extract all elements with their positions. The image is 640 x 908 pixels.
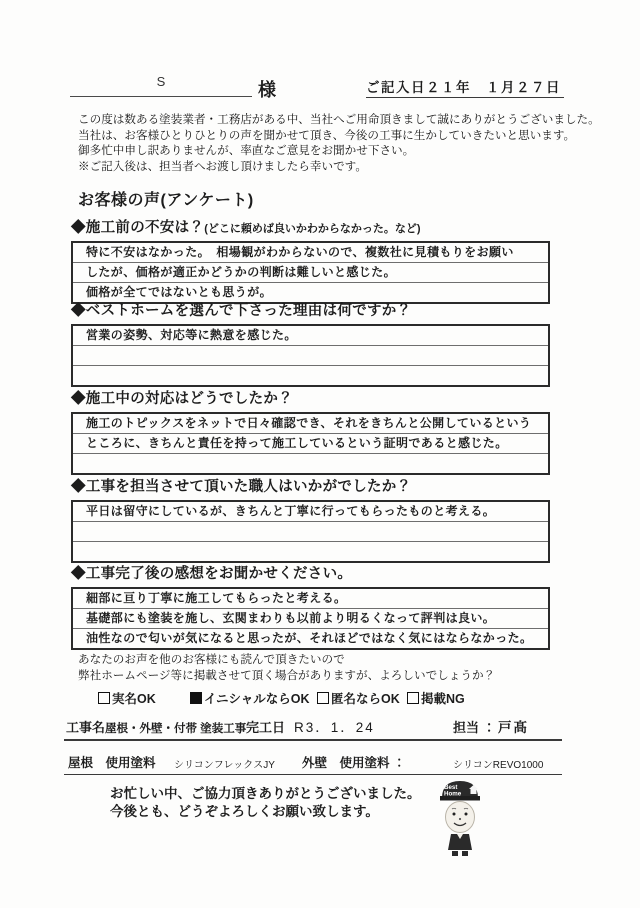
checkbox-realname-icon bbox=[98, 692, 110, 704]
house-icon-body bbox=[471, 789, 477, 794]
answer-box-4 bbox=[71, 500, 550, 563]
staff-name: 戸髙 bbox=[498, 720, 529, 735]
intro-line-2: 当社は、お客様ひとりひとりの声を聞かせて頂き、今後の工事に生かしていきたいと思います。 bbox=[78, 128, 576, 142]
consent-label: 実名OK bbox=[112, 692, 156, 706]
question-1-text: ◆施工前の不安は？ bbox=[71, 220, 205, 236]
answer-row: 営業の姿勢、対応等に熱意を感じた。 bbox=[86, 328, 297, 342]
intro-line-4: ※ご記入後は、担当者へお渡し頂けましたら幸いです。 bbox=[78, 159, 367, 173]
survey-title: お客様の声(アンケート) bbox=[78, 192, 254, 209]
checkbox-ng-icon bbox=[407, 692, 419, 704]
question-3-heading bbox=[71, 387, 550, 408]
publish-note bbox=[78, 652, 495, 683]
consent-option-realname bbox=[98, 689, 156, 707]
answer-row: 基礎部にも塗装を施し、玄関まわりも以前より明るくなって評判は良い。 bbox=[73, 608, 548, 628]
thanks-line-2: 今後とも、どうぞよろしくお願い致します。 bbox=[110, 804, 379, 819]
staff-label: 担当 ： bbox=[453, 720, 496, 735]
answer-box-3 bbox=[71, 412, 550, 475]
answer-box-5 bbox=[71, 587, 550, 650]
question-2-heading bbox=[71, 299, 550, 320]
question-block-4 bbox=[71, 475, 550, 563]
completion-date-value: R3．1．24 bbox=[294, 720, 375, 735]
fill-date: ご記入日２１年 １月２７日 bbox=[366, 76, 564, 98]
answer-row: 平日は留守にしているが、きちんと丁寧に行ってもらったものと考える。 bbox=[86, 504, 496, 518]
logo-text-line-2: Home bbox=[444, 790, 462, 798]
question-4-text: ◆工事を担当させて頂いた職人はいかがでしたか？ bbox=[71, 479, 412, 495]
completion-date-label: 完工日 bbox=[246, 720, 286, 735]
publish-note-line-1: あなたのお声を他のお客様にも読んで頂きたいので bbox=[78, 653, 345, 666]
consent-option-ng bbox=[407, 689, 465, 707]
mascot-face bbox=[446, 802, 475, 833]
intro-paragraph bbox=[78, 112, 600, 174]
consent-label: 匿名ならOK bbox=[331, 692, 400, 706]
answer-row bbox=[73, 365, 548, 385]
question-1-heading bbox=[71, 216, 550, 237]
answer-row: 油性なので匂いが気になると思ったが、それほどではなく気にはならなかった。 bbox=[73, 628, 548, 648]
question-3-text: ◆施工中の対応はどうでしたか？ bbox=[71, 391, 293, 407]
logo-text-line-1: Best bbox=[444, 784, 458, 791]
intro-line-1: この度は数ある塗装業者・工務店がある中、当社へご用命頂きまして誠にありがとうございました。 bbox=[78, 113, 600, 126]
question-4-heading bbox=[71, 475, 550, 496]
checkbox-anonymous-icon bbox=[317, 692, 329, 704]
answer-row: したが、価格が適正かどうかの判断は難しいと感じた。 bbox=[73, 262, 548, 282]
intro-line-3: 御多忙中申し訳ありませんが、率直なご意見をお聞かせ下さい。 bbox=[78, 144, 415, 158]
checkbox-initial-icon bbox=[190, 692, 202, 704]
question-1-note: (どこに頼めば良いかわからなかった。など) bbox=[204, 223, 421, 235]
mascot-foot-right bbox=[462, 851, 468, 856]
mascot-eye-right bbox=[465, 813, 468, 816]
mascot-eye-left bbox=[453, 813, 456, 816]
question-5-heading bbox=[71, 562, 550, 583]
thanks-message bbox=[110, 785, 421, 821]
roof-paint-value: シリコンフレックスJY bbox=[174, 760, 275, 771]
answer-box-1 bbox=[71, 241, 550, 304]
customer-initial: S bbox=[156, 74, 166, 89]
answer-row: ところに、きちんと責任を持って施工しているという証明であると感じた。 bbox=[73, 433, 548, 453]
mascot-foot-left bbox=[452, 851, 458, 856]
roof-paint-label: 屋根 使用塗料 bbox=[68, 756, 156, 770]
question-block-3 bbox=[71, 387, 550, 475]
customer-name-line bbox=[70, 74, 252, 97]
consent-option-anonymous bbox=[317, 689, 400, 707]
answer-row bbox=[73, 521, 548, 541]
thanks-line-1: お忙しい中、ご協力頂きありがとうございました。 bbox=[110, 786, 421, 801]
answer-box-2 bbox=[71, 324, 550, 387]
question-2-text: ◆ベストホームを選んで下さった理由は何ですか？ bbox=[71, 303, 412, 319]
wall-paint-value: シリコンREVO1000 bbox=[453, 760, 544, 771]
answer-row bbox=[73, 453, 548, 473]
work-name-value: 屋根・外壁・付帯 塗装工事 bbox=[105, 723, 247, 735]
answer-row bbox=[73, 541, 548, 561]
paint-info-line bbox=[64, 750, 562, 775]
work-name-label: 工事名： bbox=[66, 720, 119, 735]
consent-option-initial bbox=[190, 689, 310, 707]
best-home-mascot-logo bbox=[436, 778, 484, 860]
consent-label: 掲載NG bbox=[421, 692, 465, 706]
answer-row bbox=[73, 345, 548, 365]
mascot-nose bbox=[459, 818, 461, 820]
consent-label: イニシャルならOK bbox=[204, 692, 310, 706]
answer-row: 価格が全てではないとも思うが。 bbox=[73, 282, 548, 302]
publish-note-line-2: 弊社ホームページ等に掲載させて頂く場合がありますが、よろしいでしょうか？ bbox=[78, 668, 496, 682]
question-block-2 bbox=[71, 299, 550, 387]
question-block-5 bbox=[71, 562, 550, 650]
question-5-text: ◆工事完了後の感想をお聞かせください。 bbox=[71, 566, 353, 582]
work-info-line bbox=[64, 714, 562, 741]
answer-row: 施工のトピックスをネットで日々確認でき、それをきちんと公開しているという bbox=[86, 416, 532, 430]
wall-paint-label: 外壁 使用塗料 ： bbox=[302, 756, 406, 770]
honorific-label: 様 bbox=[258, 80, 276, 100]
consent-options bbox=[0, 689, 640, 707]
answer-row: 細部に亘り丁寧に施工してもらったと考える。 bbox=[86, 591, 347, 605]
question-block-1 bbox=[71, 216, 550, 304]
answer-row: 特に不安はなかった。 相場観がわからないので、複数社に見積もりをお願い bbox=[86, 245, 514, 259]
